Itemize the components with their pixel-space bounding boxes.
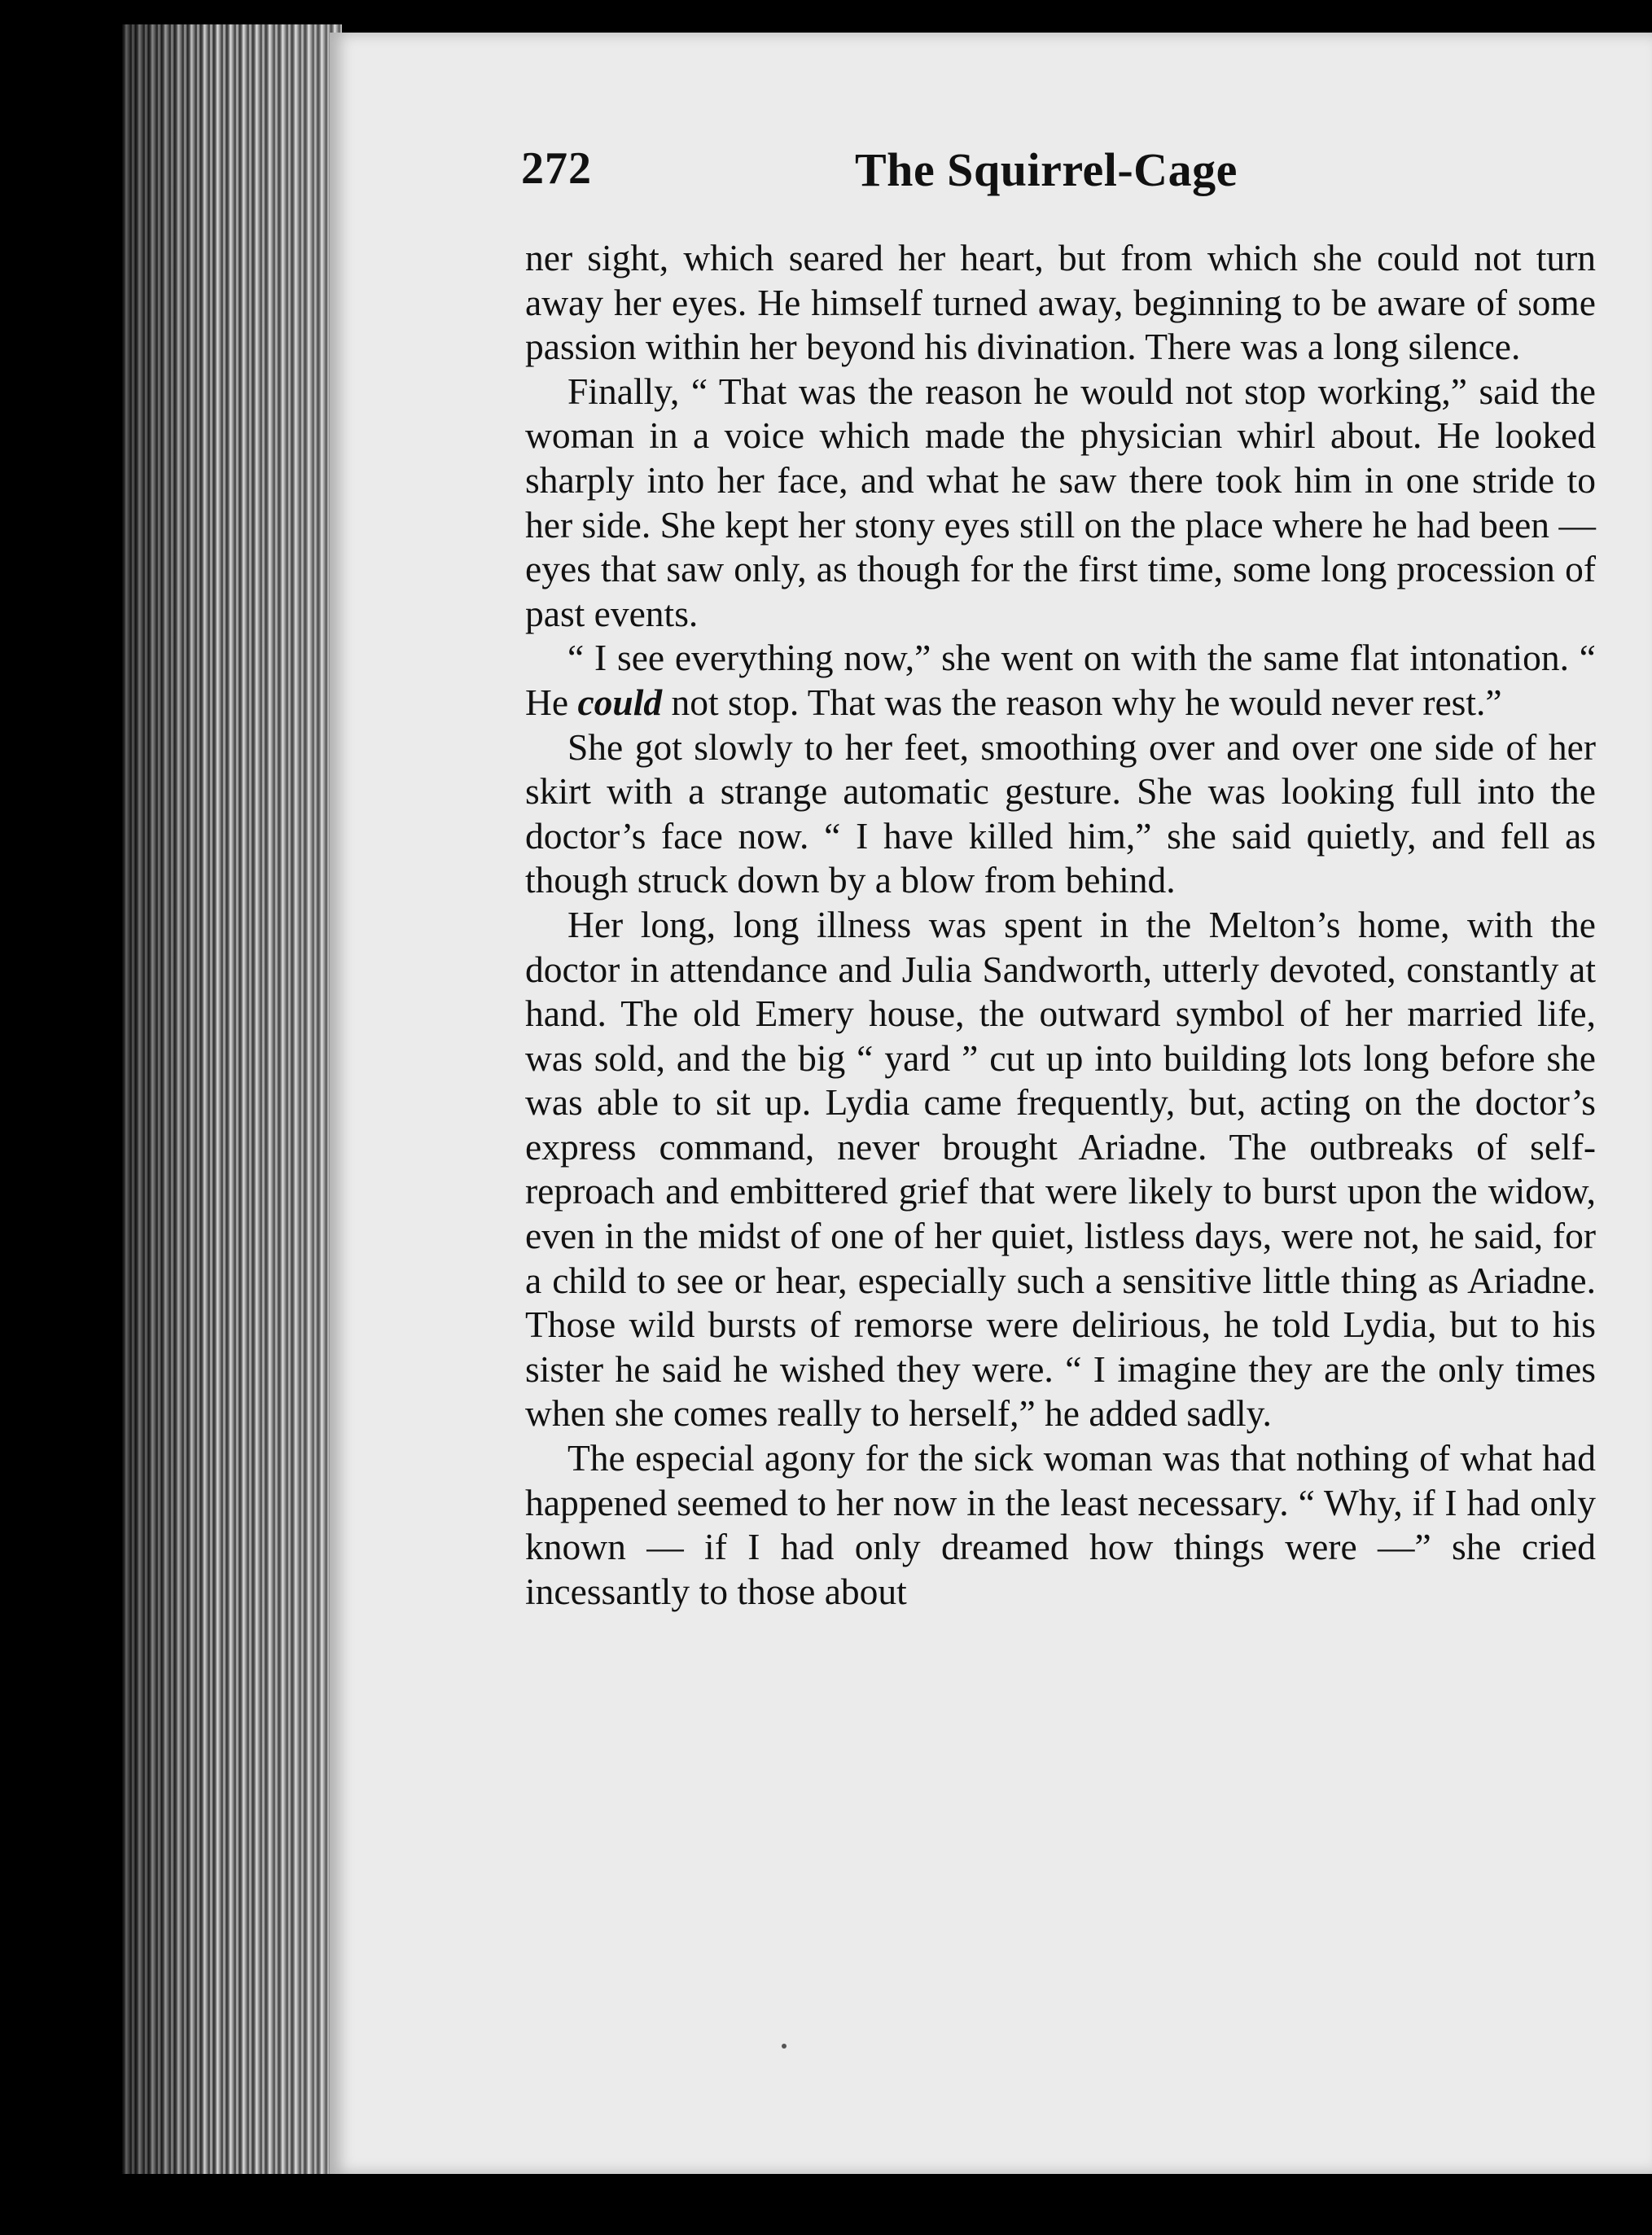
- paragraph: Her long, long illness was spent in the Melton’s home, with the doctor in attendance and Julia Sandworth, utterly devoted, constantly at hand. The old Emery house, the outward symbol of her married life, was sold, and the big “ yard ” cut up into building lots long before she was able to sit up. Lydia came frequently, but, acting on the doctor’s express command, never brought Ariadne. The outbreaks of self-reproach and embittered grief that were likely to burst upon the widow, even in the midst of one of her quiet, listless days, were not, he said, for a child to see or hear, especially such a sensitive little thing as Ariadne. Those wild bursts of remorse were delirious, he told Lydia, but to his sister he said he wished they were. “ I imagine they are the only times when she comes really to herself,” he added sadly.: [525, 903, 1596, 1435]
- text-run: not stop. That was the reason why he would never rest.”: [662, 681, 1502, 723]
- paragraph: Finally, “ That was the reason he would not stop working,” said the woman in a voice which made the physician whirl about. He looked sharply into her face, and what he saw there took him in one stride to her side. She kept her stony eyes still on the place where he had been — eyes that saw only, as though for the first time, some long procession of past events.: [525, 370, 1596, 634]
- page-header: [521, 142, 1596, 216]
- paragraph: ner sight, which seared her heart, but from which she could not turn away her eyes. He himself turned away, beginning to be aware of some passion within her beyond his divination. There was a long silence.: [525, 237, 1596, 368]
- page-number: 272: [521, 143, 592, 194]
- scan-speck: [782, 2044, 787, 2049]
- running-title: The Squirrel-Cage: [855, 143, 1238, 196]
- paragraph: She got slowly to her feet, smoothing over and over one side of her skirt with a strange automatic gesture. She was looking full into the doctor’s face now. “ I have killed him,” she said quietly, and fell as though struck down by a blow from behind.: [525, 725, 1596, 901]
- italic-word: could: [577, 681, 663, 723]
- paragraph: The especial agony for the sick woman was that nothing of what had happened seemed to her now in the least necessary. “ Why, if I had only known — if I had only dreamed how things were —” she cried incessantly to those about: [525, 1437, 1596, 1612]
- body-text: [525, 236, 1596, 1614]
- paragraph: [525, 636, 1596, 725]
- book-page-edges: [122, 24, 342, 2174]
- text-run: “ I see everything now,” she went on with the same flat intonation. “ He: [525, 637, 1596, 723]
